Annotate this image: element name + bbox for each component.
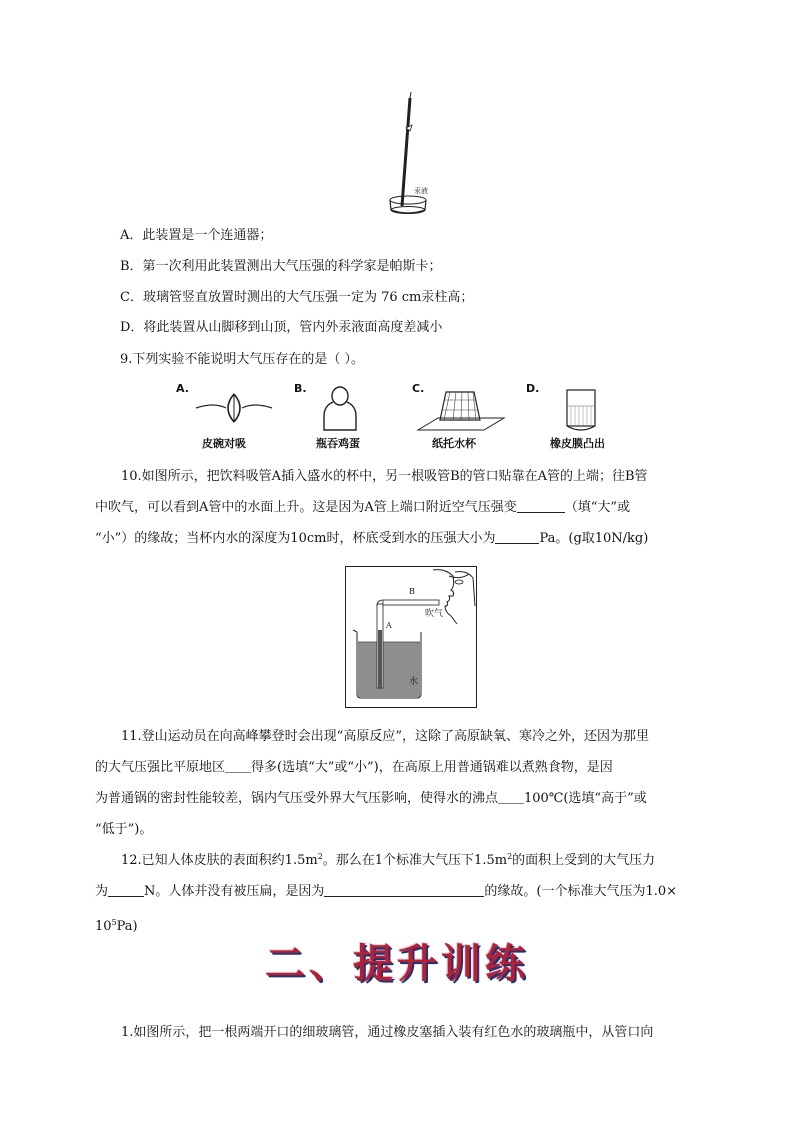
q12-superscript-1: 2	[317, 852, 323, 861]
q10-blank-2[interactable]	[495, 529, 539, 544]
q10-line3-tail: Pa。(g取10N/kg)	[539, 531, 649, 546]
q10-question	[95, 461, 710, 554]
q8-option-c: C．玻璃管竖直放置时测出的大气压强一定为 76 cm汞柱高；	[120, 290, 474, 305]
q12-superscript-3: 5	[111, 918, 117, 927]
q10-line3	[95, 523, 710, 554]
q11-line4: “低于”)。	[95, 822, 153, 837]
q12-superscript-2: 2	[507, 852, 513, 861]
q10-line3-text: “小”）的缘故；当杯内水的深度为10cm时，杯底受到水的压强大小为	[95, 531, 496, 546]
q11-line2: 的大气压强比平原地区＿＿得多(选填“大”或“小”)，在高原上用普通锅难以煮熟食物，是因	[95, 760, 613, 775]
p1-line1: 1.如图所示，把一根两端开口的细玻璃管，通过橡皮塞插入装有红色水的玻璃瓶中，从管口向	[121, 1025, 654, 1040]
paper-water-cup-icon	[416, 388, 506, 432]
q12-line2-mid: N。人体并没有被压扁，是因为	[144, 884, 325, 899]
q12-line1	[95, 841, 710, 876]
q9-option-c-caption: 纸托水杯	[432, 437, 476, 450]
q10-blank-1[interactable]	[517, 498, 565, 513]
q10-line2-text: 中吹气，可以看到A管中的水面上升。这是因为A管上端口附近空气压强变	[95, 500, 517, 515]
q12-line2	[95, 876, 710, 907]
q12-line2-text: 为	[95, 884, 109, 899]
q9-option-a-letter: A.	[176, 382, 189, 395]
q10-line2-tail: （填“大”或	[564, 500, 631, 515]
q12-blank-2[interactable]	[324, 882, 484, 897]
q12-line1-text: 12.已知人体皮肤的表面积约1.5m	[121, 853, 318, 868]
q9-options-figure	[176, 380, 626, 455]
q12-line1-tail: 的面积上受到的大气压力	[512, 853, 656, 868]
p1-question	[95, 1017, 710, 1048]
tube-b-label: B	[409, 587, 415, 596]
water-label: 水	[409, 677, 419, 687]
q9-option-b-caption: 瓶吞鸡蛋	[316, 437, 360, 450]
tube-a-label: A	[386, 621, 392, 630]
torricelli-apparatus-figure	[380, 92, 440, 218]
section-title: 二、提升训练	[265, 940, 529, 987]
rubber-membrane-tube-icon	[564, 386, 598, 434]
q10-line2	[95, 492, 710, 523]
q9-option-b-letter: B.	[294, 382, 307, 395]
q12-line1-mid: 。那么在1个标准大气压下1.5m	[322, 853, 508, 868]
q8-option-a: A．此装置是一个连通器；	[120, 228, 273, 243]
q11-question	[95, 721, 710, 845]
q12-line3-text: 10	[95, 919, 112, 934]
q11-line1: 11.登山运动员在向高峰攀登时会出现“高原反应”，这除了高原缺氧、寒冷之外，还因为那里	[121, 729, 649, 744]
q10-line1: 10.如图所示，把饮料吸管A插入盛水的杯中，另一根吸管B的管口贴靠在A管的上端；往B管	[121, 469, 648, 484]
q9-option-d-caption: 橡皮膜凸出	[550, 437, 605, 450]
straw-experiment-figure	[345, 566, 477, 708]
q8-option-d: D．将此装置从山脚移到山顶，管内外汞液面高度差减小	[120, 320, 443, 335]
q9-option-a-caption: 皮碗对吸	[202, 437, 246, 450]
blow-label: 吹气	[425, 609, 444, 619]
mercury-label: 汞液	[414, 187, 428, 195]
q12-question	[95, 841, 710, 942]
q9-option-d-letter: D.	[526, 382, 540, 395]
q12-line3-tail: Pa)	[116, 919, 138, 934]
q8-option-b: B．第一次利用此装置测出大气压强的科学家是帕斯卡；	[120, 259, 442, 274]
q9-option-c-letter: C.	[412, 382, 425, 395]
bottle-egg-icon	[320, 386, 360, 432]
suction-cups-icon	[194, 392, 274, 428]
q9-stem: 9.下列实验不能说明大气压存在的是（ ）。	[120, 352, 365, 367]
q11-line3: 为普通锅的密封性能较差，锅内气压受外界大气压影响，使得水的沸点＿＿100℃(选填“高于”或	[95, 791, 647, 806]
q12-blank-1[interactable]	[108, 882, 144, 897]
q12-line2-tail: 的缘故。(一个标准大气压为1.0×	[484, 884, 678, 899]
